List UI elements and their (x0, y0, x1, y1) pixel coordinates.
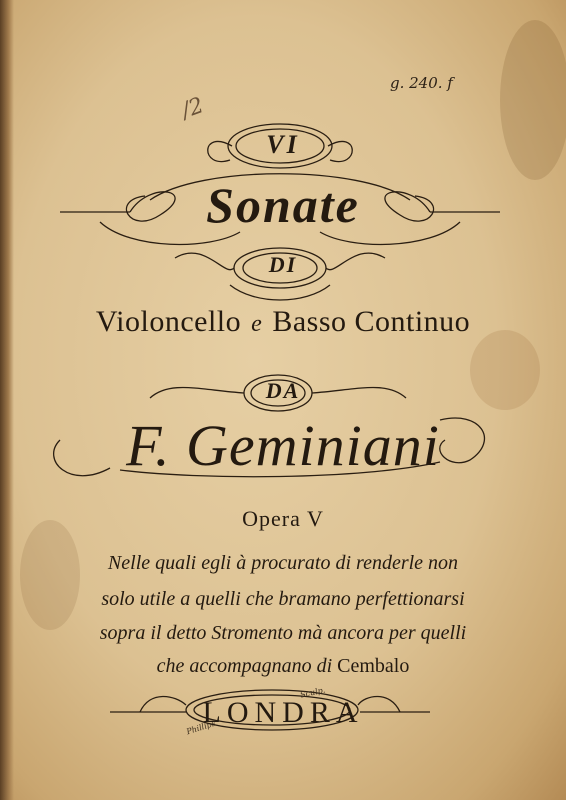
instrument-second: Basso Continuo (272, 305, 471, 338)
publication-place: LONDRA (202, 696, 364, 729)
description-italic: che accompagnano di (156, 655, 338, 677)
instrumentation-line (0, 305, 566, 339)
title-sonate: Sonate (206, 177, 360, 233)
instrument-conjunction: e (251, 311, 263, 337)
description-line (0, 655, 566, 678)
description-line: Nelle quali egli à procurato di renderle non (107, 552, 459, 574)
engraver-sculp: Sculp. (299, 685, 327, 700)
title-connector: DI (268, 252, 298, 277)
by-label: DA (265, 378, 301, 403)
opus-number: Opera V (242, 506, 324, 531)
description-cembalo: Cembalo (337, 655, 410, 677)
sonata-count: VI (266, 130, 300, 159)
instrument-first: Violoncello (95, 305, 242, 338)
description-line: sopra il detto Stromento mà ancora per quelli (99, 622, 467, 644)
description-line: solo utile a quelli che bramano perfettionarsi (101, 588, 465, 610)
composer-name: F. Geminiani (126, 413, 440, 478)
shelfmark: g. 240. f (390, 74, 453, 92)
engraver-signature: Phillips (185, 718, 217, 737)
margin-note: /2 (178, 93, 208, 124)
